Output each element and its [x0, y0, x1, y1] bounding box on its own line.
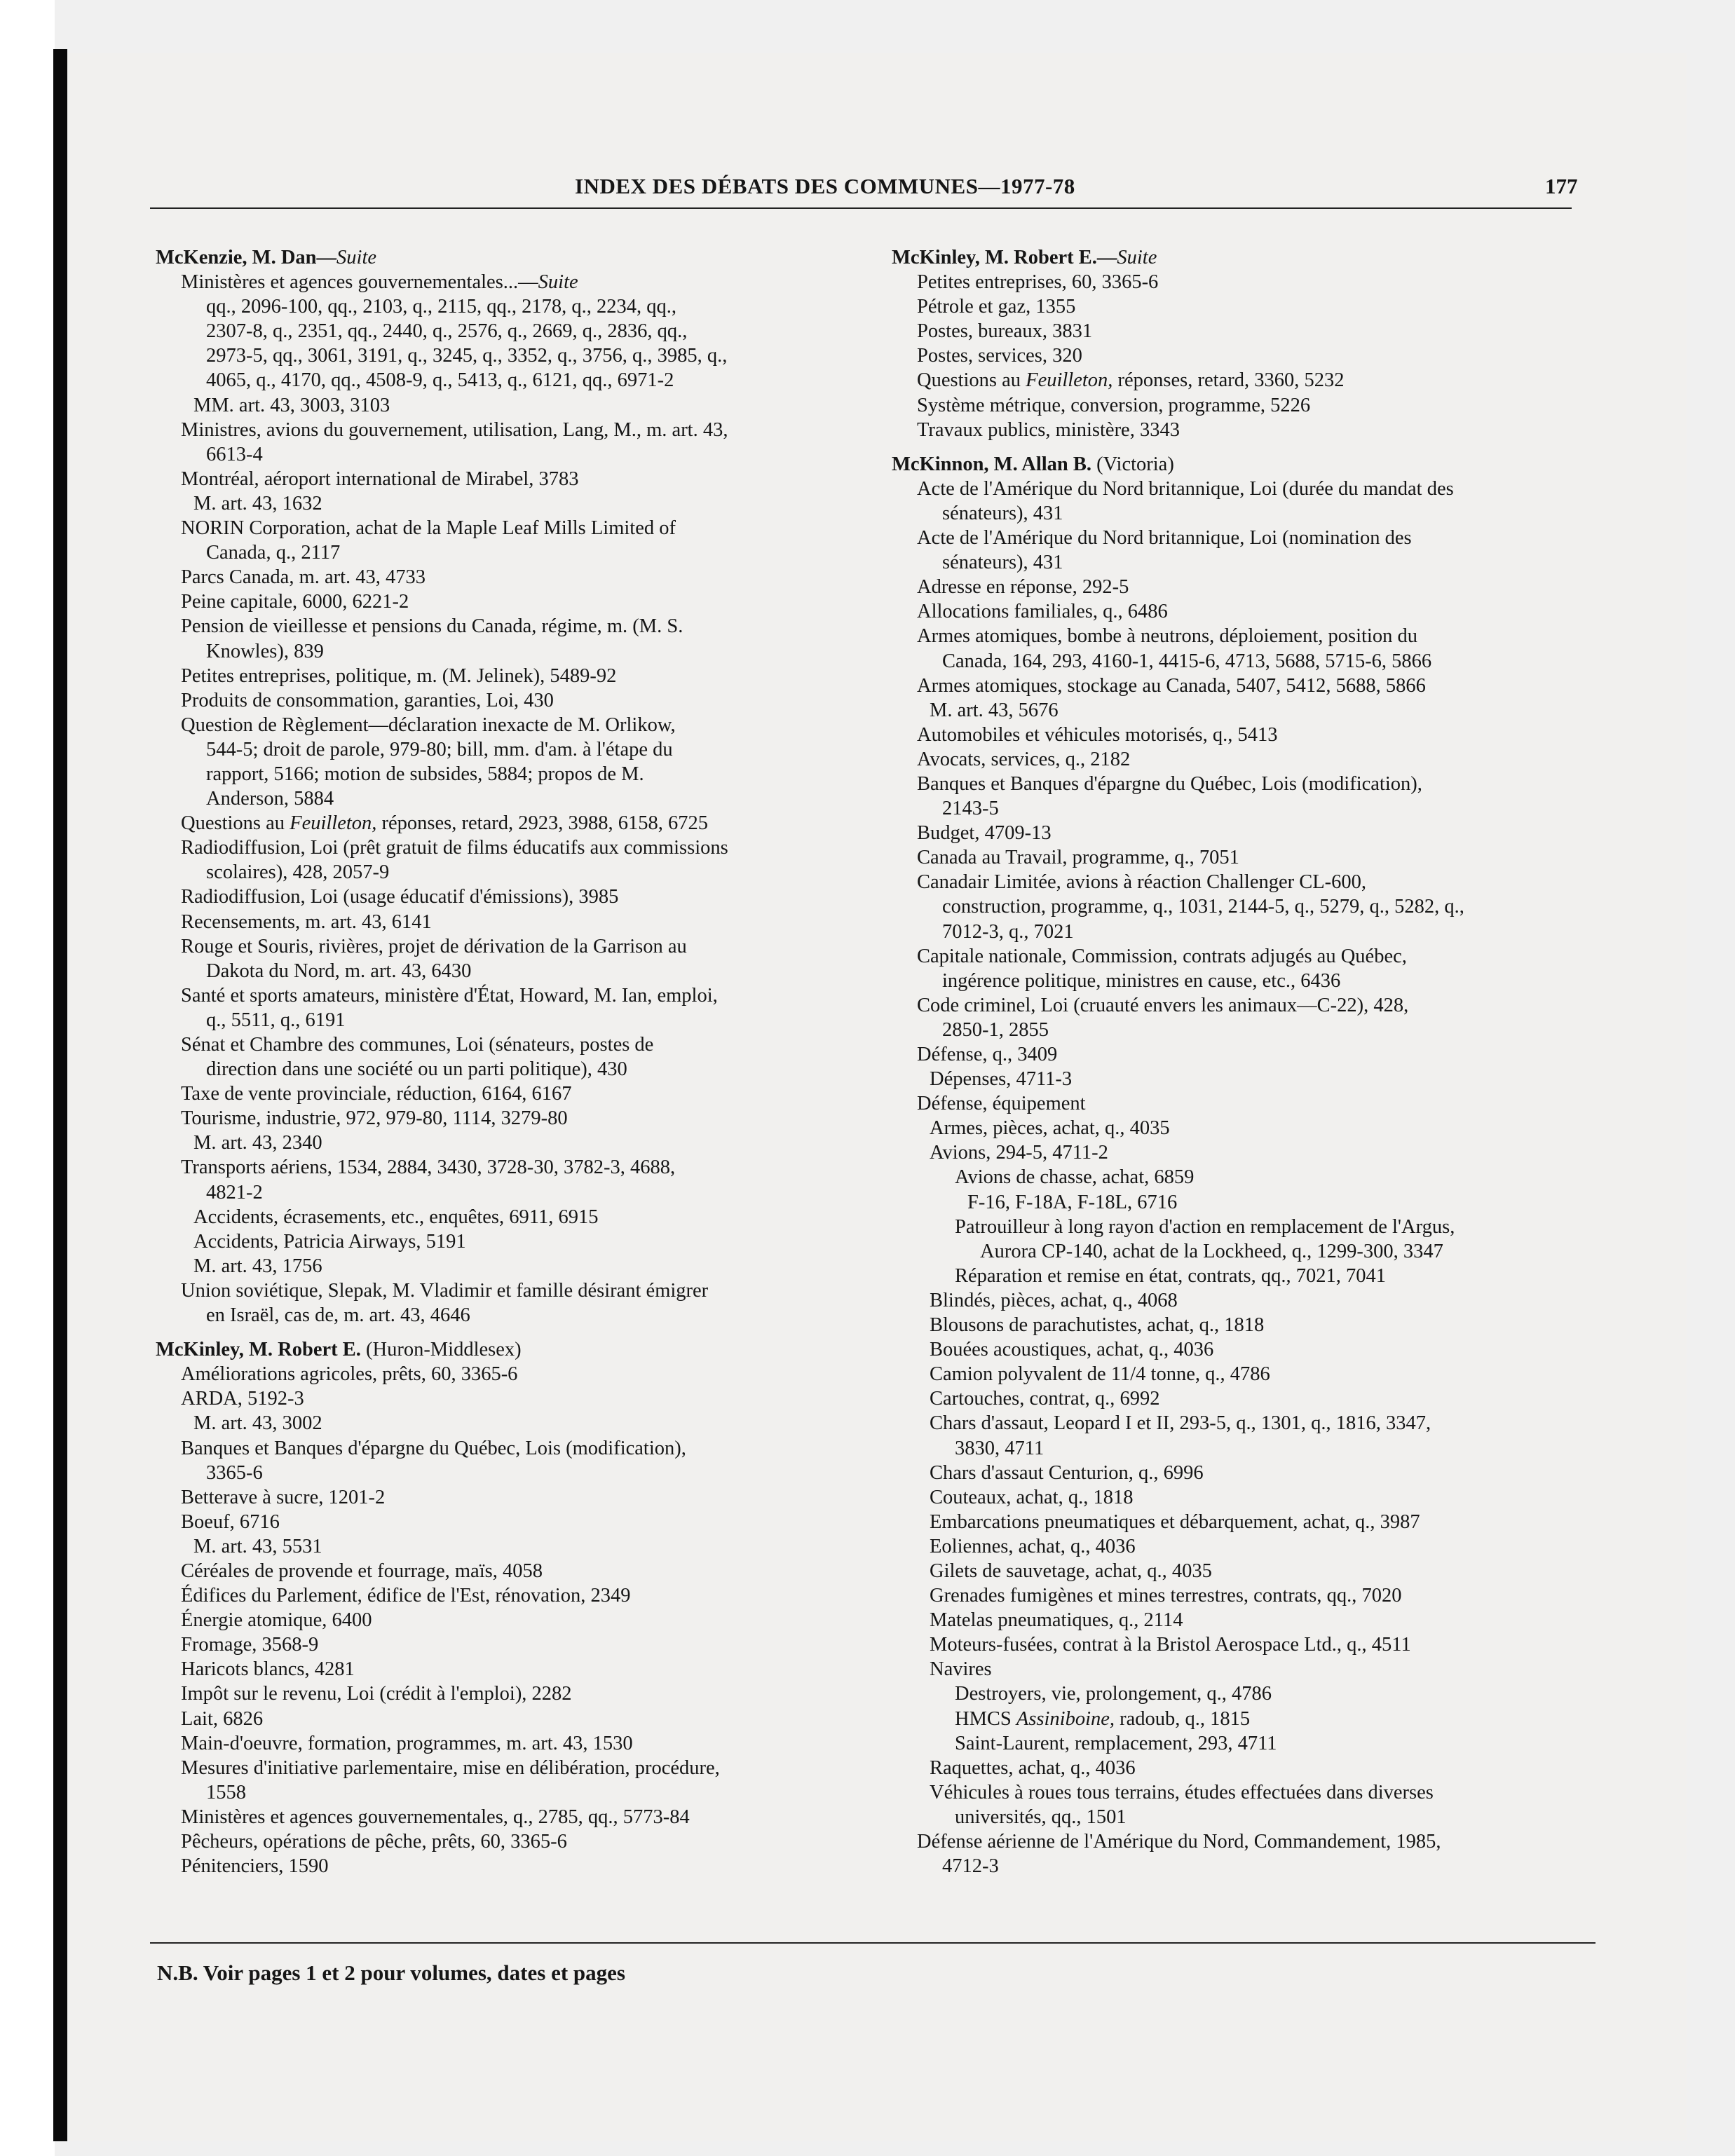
subentry-text: direction dans une société ou un parti politique), 430	[206, 1058, 627, 1081]
subentry-text: Avocats, services, q., 2182	[917, 748, 1131, 770]
subentry-text: Pénitenciers, 1590	[181, 1855, 329, 1878]
index-subentry-line	[892, 575, 1593, 599]
subentry-text: 2973-5, qq., 3061, 3191, q., 3245, q., 3352, q., 3756, q., 3985, q.,	[206, 345, 728, 367]
subentry-text: Dépenses, 4711-3	[930, 1068, 1073, 1091]
index-subentry-line	[892, 1215, 1593, 1239]
subentry-italic: Feuilleton,	[290, 812, 377, 835]
index-subentry-line	[892, 772, 1593, 796]
index-subentry-line	[892, 1559, 1593, 1583]
index-entry-heading	[156, 245, 857, 270]
entry-name: McKinley, M. Robert E.—	[892, 247, 1117, 268]
subentry-text: Avions, 294-5, 4711-2	[930, 1142, 1108, 1164]
subentry-text: Matelas pneumatiques, q., 2114	[930, 1609, 1183, 1632]
subentry-text: sénateurs), 431	[942, 502, 1063, 524]
subentry-text: Chars d'assaut, Leopard I et II, 293-5, q., 1301, q., 1816, 3347,	[930, 1412, 1431, 1435]
index-subentry-line	[892, 1264, 1593, 1288]
subentry-text: Radiodiffusion, Loi (usage éducatif d'émissions), 3985	[181, 886, 619, 908]
subentry-text: Canada, 164, 293, 4160-1, 4415-6, 4713, 5688, 5715-6, 5866	[942, 650, 1432, 672]
scan-margin	[0, 0, 55, 2156]
index-subentry-line	[156, 1008, 857, 1032]
index-entry-heading	[892, 245, 1593, 270]
index-subentry-line	[892, 698, 1593, 723]
subentry-text: Banques et Banques d'épargne du Québec, Lois (modification),	[181, 1437, 686, 1459]
index-subentry-line	[156, 565, 857, 589]
index-subentry-line	[892, 1780, 1593, 1805]
index-subentry-line	[156, 835, 857, 860]
index-entry-heading	[156, 1337, 857, 1362]
subentry-text: Postes, bureaux, 3831	[917, 320, 1093, 343]
index-subentry-line	[156, 343, 857, 368]
index-subentry-line	[892, 969, 1593, 993]
entry-suite: Suite	[336, 247, 377, 268]
index-column-left	[156, 245, 857, 1878]
subentry-text: Chars d'assaut Centurion, q., 6996	[930, 1461, 1204, 1484]
subentry-text: Armes, pièces, achat, q., 4035	[930, 1117, 1170, 1140]
subentry-text: Questions au	[917, 369, 1026, 392]
index-subentry-line	[892, 477, 1593, 501]
index-subentry-line	[892, 1707, 1593, 1731]
index-subentry-line	[156, 270, 857, 294]
subentry-text: Pêcheurs, opérations de pêche, prêts, 60, 3365-6	[181, 1831, 567, 1853]
subentry-text: 6613-4	[206, 443, 263, 465]
subentry-text: Améliorations agricoles, prêts, 60, 3365-6	[181, 1363, 518, 1386]
subentry-text: Travaux publics, ministère, 3343	[917, 418, 1180, 441]
index-subentry-line	[892, 393, 1593, 418]
index-subentry-line	[156, 1583, 857, 1608]
index-subentry-line	[892, 1756, 1593, 1780]
subentry-text: Tourisme, industrie, 972, 979-80, 1114, 3279-80	[181, 1107, 568, 1130]
subentry-text: M. art. 43, 5676	[930, 699, 1059, 721]
index-subentry-line	[892, 1042, 1593, 1067]
subentry-text: Mesures d'initiative parlementaire, mise en délibération, procédure,	[181, 1756, 720, 1779]
index-subentry-line	[156, 934, 857, 959]
subentry-text: Saint-Laurent, remplacement, 293, 4711	[955, 1732, 1277, 1754]
header-rule	[150, 207, 1572, 209]
index-subentry-line	[156, 1386, 857, 1411]
subentry-text: Cartouches, contrat, q., 6992	[930, 1388, 1160, 1410]
index-subentry-line	[156, 1362, 857, 1386]
subentry-text: Destroyers, vie, prolongement, q., 4786	[955, 1683, 1272, 1705]
index-subentry-line	[892, 1091, 1593, 1116]
subentry-text: Canada au Travail, programme, q., 7051	[917, 847, 1239, 869]
index-subentry-line	[892, 550, 1593, 575]
subentry-text: Adresse en réponse, 292-5	[917, 576, 1129, 599]
subentry-text: universités, qq., 1501	[955, 1806, 1127, 1828]
subentry-text: Union soviétique, Slepak, M. Vladimir et famille désirant émigrer	[181, 1279, 709, 1302]
index-subentry-line	[892, 1608, 1593, 1632]
index-subentry-line	[156, 516, 857, 540]
scan-binding-edge	[53, 49, 67, 2141]
index-subentry-line	[892, 343, 1593, 368]
entry-name: McKenzie, M. Dan—	[156, 247, 337, 268]
subentry-text: Accidents, Patricia Airways, 5191	[193, 1230, 466, 1253]
index-subentry-line	[156, 1229, 857, 1254]
subentry-text: M. art. 43, 1632	[193, 492, 322, 514]
index-subentry-line	[156, 1082, 857, 1106]
entry-name: McKinley, M. Robert E.	[156, 1339, 361, 1361]
subentry-text: Céréales de provende et fourrage, maïs, 4058	[181, 1560, 543, 1582]
index-subentry-line	[156, 1461, 857, 1485]
index-subentry-line	[156, 467, 857, 491]
index-subentry-line	[892, 1362, 1593, 1386]
subentry-text: Couteaux, achat, q., 1818	[930, 1486, 1134, 1508]
subentry-text: sénateurs), 431	[942, 552, 1063, 574]
subentry-text: M. art. 43, 2340	[193, 1132, 322, 1154]
index-subentry-line	[892, 1805, 1593, 1829]
entry-riding: (Huron-Middlesex)	[360, 1339, 522, 1361]
index-subentry-line	[156, 1180, 857, 1205]
subentry-text: Patrouilleur à long rayon d'action en remplacement de l'Argus,	[955, 1215, 1455, 1238]
index-entry-heading	[892, 452, 1593, 477]
page-number: 177	[1545, 174, 1578, 198]
subentry-text: Pension de vieillesse et pensions du Canada, régime, m. (M. S.	[181, 615, 683, 638]
index-subentry-line	[892, 1140, 1593, 1165]
index-subentry-line	[892, 1583, 1593, 1608]
index-subentry-line	[892, 418, 1593, 442]
subentry-text: en Israël, cas de, m. art. 43, 4646	[206, 1304, 470, 1327]
subentry-text: Ministères et agences gouvernementales, q., 2785, qq., 5773-84	[181, 1806, 690, 1828]
subentry-text: Armes atomiques, bombe à neutrons, déploiement, position du	[917, 625, 1417, 648]
index-column-right	[892, 245, 1593, 1878]
index-subentry-line	[156, 639, 857, 664]
index-subentry-line	[156, 1254, 857, 1278]
index-subentry-line	[156, 688, 857, 713]
index-subentry-line	[892, 1067, 1593, 1091]
index-subentry-line	[156, 1805, 857, 1829]
index-subentry-line	[156, 959, 857, 983]
index-subentry-line	[892, 747, 1593, 772]
index-subentry-line	[892, 1461, 1593, 1485]
index-subentry-line	[156, 1731, 857, 1756]
subentry-text-after: réponses, retard, 2923, 3988, 6158, 6725	[376, 812, 708, 835]
index-subentry-line	[892, 1534, 1593, 1559]
subentry-text: Défense, q., 3409	[917, 1044, 1058, 1065]
subentry-text: Transports aériens, 1534, 2884, 3430, 3728-30, 3782-3, 4688,	[181, 1157, 676, 1179]
subentry-text: Accidents, écrasements, etc., enquêtes, 6911, 6915	[193, 1206, 599, 1228]
index-subentry-line	[892, 796, 1593, 821]
subentry-text: qq., 2096-100, qq., 2103, q., 2115, qq., 2178, q., 2234, qq.,	[206, 296, 677, 318]
index-subentry-line	[156, 1608, 857, 1632]
subentry-text: Banques et Banques d'épargne du Québec, Lois (modification),	[917, 772, 1422, 795]
subentry-text: NORIN Corporation, achat de la Maple Leaf Mills Limited of	[181, 517, 676, 540]
index-subentry-line	[156, 540, 857, 565]
subentry-text: Produits de consommation, garanties, Loi, 430	[181, 689, 554, 711]
index-subentry-line	[892, 1116, 1593, 1140]
index-subentry-line	[156, 885, 857, 909]
subentry-text: Betterave à sucre, 1201-2	[181, 1486, 386, 1508]
subentry-italic: Assiniboine,	[1016, 1707, 1115, 1730]
index-subentry-line	[892, 674, 1593, 698]
footer-note: N.B. Voir pages 1 et 2 pour volumes, dates et pages	[157, 1960, 625, 1985]
subentry-text: Boeuf, 6716	[181, 1510, 280, 1533]
index-subentry-line	[892, 1239, 1593, 1264]
page-header-title: INDEX DES DÉBATS DES COMMUNES—1977-78	[575, 174, 1075, 198]
index-subentry-line	[156, 1632, 857, 1657]
index-subentry-line	[156, 1057, 857, 1082]
index-subentry-line	[892, 1632, 1593, 1657]
index-subentry-line	[156, 368, 857, 393]
subentry-text: Main-d'oeuvre, formation, programmes, m. art. 43, 1530	[181, 1732, 633, 1754]
subentry-text: Sénat et Chambre des communes, Loi (sénateurs, postes de	[181, 1034, 654, 1056]
subentry-text: 2850-1, 2855	[942, 1018, 1049, 1041]
index-subentry-line	[892, 649, 1593, 674]
index-subentry-line	[156, 1829, 857, 1854]
index-subentry-line	[156, 1411, 857, 1435]
subentry-text: Questions au	[181, 812, 290, 835]
subentry-text: Embarcations pneumatiques et débarquement, achat, q., 3987	[930, 1510, 1420, 1533]
subentry-text: Radiodiffusion, Loi (prêt gratuit de films éducatifs aux commissions	[181, 837, 728, 859]
subentry-text: Canadair Limitée, avions à réaction Challenger CL-600,	[917, 871, 1367, 894]
index-subentry-line	[892, 1337, 1593, 1362]
index-subentry-line	[892, 1731, 1593, 1756]
index-subentry-line	[156, 786, 857, 811]
index-subentry-line	[156, 1854, 857, 1878]
subentry-text: Santé et sports amateurs, ministère d'État, Howard, M. Ian, emploi,	[181, 984, 718, 1007]
subentry-text: Pétrole et gaz, 1355	[917, 296, 1076, 318]
index-subentry-line	[156, 1032, 857, 1057]
index-subentry-line	[892, 624, 1593, 648]
subentry-text: scolaires), 428, 2057-9	[206, 861, 390, 884]
index-subentry-line	[892, 1436, 1593, 1461]
index-subentry-line	[156, 762, 857, 786]
entry-suite: Suite	[1117, 247, 1157, 268]
subentry-text: Défense aérienne de l'Amérique du Nord, Commandement, 1985,	[917, 1831, 1441, 1853]
index-subentry-line	[156, 1155, 857, 1180]
subentry-text: Petites entreprises, politique, m. (M. Jelinek), 5489-92	[181, 664, 617, 687]
index-subentry-line	[156, 860, 857, 885]
index-subentry-line	[156, 910, 857, 934]
index-subentry-line	[892, 270, 1593, 294]
index-subentry-line	[892, 501, 1593, 526]
index-subentry-line	[892, 920, 1593, 944]
index-subentry-line	[892, 993, 1593, 1018]
subentry-text: Édifices du Parlement, édifice de l'Est, rénovation, 2349	[181, 1585, 631, 1607]
index-subentry-line	[892, 1657, 1593, 1681]
subentry-text: Impôt sur le revenu, Loi (crédit à l'emploi), 2282	[181, 1683, 572, 1705]
subentry-text: ingérence politique, ministres en cause, etc., 6436	[942, 969, 1341, 992]
index-subentry-line	[892, 1681, 1593, 1706]
index-subentry-line	[156, 418, 857, 442]
subentry-text: q., 5511, q., 6191	[206, 1009, 346, 1031]
index-subentry-line	[156, 1106, 857, 1131]
index-subentry-line	[156, 1510, 857, 1534]
index-subentry-line	[892, 723, 1593, 747]
index-subentry-line	[156, 319, 857, 343]
subentry-text: Moteurs-fusées, contrat à la Bristol Aerospace Ltd., q., 4511	[930, 1634, 1411, 1656]
index-subentry-line	[156, 393, 857, 418]
index-subentry-line	[156, 1756, 857, 1780]
subentry-text: Rouge et Souris, rivières, projet de dérivation de la Garrison au	[181, 935, 687, 957]
subentry-text: M. art. 43, 3002	[193, 1412, 322, 1435]
subentry-text: Navires	[930, 1658, 992, 1681]
entry-name: McKinnon, M. Allan B.	[892, 453, 1092, 475]
subentry-text: Allocations familiales, q., 6486	[917, 601, 1168, 623]
index-subentry-line	[156, 1559, 857, 1583]
index-subentry-line	[156, 1681, 857, 1706]
subentry-text: Armes atomiques, stockage au Canada, 5407, 5412, 5688, 5866	[917, 674, 1426, 697]
subentry-text: Question de Règlement—déclaration inexacte de M. Orlikow,	[181, 714, 676, 736]
index-subentry-line	[892, 599, 1593, 624]
subentry-text: 4712-3	[942, 1855, 999, 1878]
index-subentry-line	[892, 1854, 1593, 1878]
index-subentry-line	[892, 1510, 1593, 1534]
subentry-text: Système métrique, conversion, programme, 5226	[917, 394, 1311, 416]
index-subentry-line	[156, 442, 857, 467]
subentry-text: 4821-2	[206, 1181, 263, 1203]
subentry-text-after: réponses, retard, 3360, 5232	[1113, 369, 1345, 392]
subentry-text: Automobiles et véhicules motorisés, q., 5413	[917, 723, 1278, 746]
index-subentry-line	[156, 1657, 857, 1681]
index-subentry-line	[892, 1190, 1593, 1215]
index-subentry-line	[892, 1829, 1593, 1854]
subentry-text: Blousons de parachutistes, achat, q., 1818	[930, 1314, 1265, 1337]
subentry-text: 4065, q., 4170, qq., 4508-9, q., 5413, q., 6121, qq., 6971-2	[206, 369, 674, 392]
index-subentry-line	[156, 614, 857, 639]
index-subentry-line	[156, 1131, 857, 1155]
index-subentry-line	[156, 294, 857, 319]
subentry-text: Véhicules à roues tous terrains, études effectuées dans diverses	[930, 1781, 1434, 1803]
footer-rule	[150, 1942, 1595, 1944]
subentry-text: Dakota du Nord, m. art. 43, 6430	[206, 960, 472, 982]
index-subentry-line	[892, 294, 1593, 319]
index-subentry-line	[156, 1205, 857, 1229]
subentry-text: 7012-3, q., 7021	[942, 920, 1074, 943]
subentry-text: ARDA, 5192-3	[181, 1388, 304, 1410]
subentry-text: Bouées acoustiques, achat, q., 4036	[930, 1339, 1214, 1361]
subentry-text: Parcs Canada, m. art. 43, 4733	[181, 566, 426, 589]
index-subentry-line	[156, 589, 857, 614]
index-subentry-line	[156, 1485, 857, 1510]
subentry-text: Postes, services, 320	[917, 345, 1082, 367]
index-subentry-line	[892, 1165, 1593, 1189]
subentry-text: F-16, F-18A, F-18L, 6716	[967, 1191, 1178, 1213]
subentry-text: Budget, 4709-13	[917, 822, 1052, 845]
subentry-text: HMCS	[955, 1707, 1016, 1730]
subentry-italic: Suite	[538, 271, 578, 294]
index-subentry-line	[892, 870, 1593, 894]
subentry-text: Avions de chasse, achat, 6859	[955, 1166, 1195, 1189]
subentry-text: 2307-8, q., 2351, qq., 2440, q., 2576, q., 2669, q., 2836, qq.,	[206, 320, 688, 343]
subentry-text: Réparation et remise en état, contrats, qq., 7021, 7041	[955, 1264, 1386, 1287]
index-subentry-line	[892, 526, 1593, 550]
subentry-text: Code criminel, Loi (cruauté envers les animaux—C-22), 428,	[917, 994, 1409, 1016]
subentry-text: rapport, 5166; motion de subsides, 5884; propos de M.	[206, 763, 644, 785]
subentry-text: Grenades fumigènes et mines terrestres, contrats, qq., 7020	[930, 1585, 1402, 1607]
index-subentry-line	[156, 664, 857, 688]
subentry-text: Petites entreprises, 60, 3365-6	[917, 271, 1159, 294]
index-subentry-line	[892, 1018, 1593, 1042]
index-subentry-line	[892, 894, 1593, 919]
subentry-text: Blindés, pièces, achat, q., 4068	[930, 1289, 1178, 1311]
index-subentry-line	[156, 1278, 857, 1303]
subentry-text: Haricots blancs, 4281	[181, 1658, 355, 1681]
subentry-text: Knowles), 839	[206, 640, 324, 662]
subentry-italic: Feuilleton,	[1026, 369, 1113, 392]
subentry-text: construction, programme, q., 1031, 2144-5, q., 5279, q., 5282, q.,	[942, 896, 1464, 918]
subentry-text: Acte de l'Amérique du Nord britannique, Loi (nomination des	[917, 527, 1412, 550]
subentry-text: 3365-6	[206, 1461, 263, 1484]
subentry-text: Capitale nationale, Commission, contrats adjugés au Québec,	[917, 945, 1407, 967]
subentry-text: Lait, 6826	[181, 1707, 264, 1730]
index-subentry-line	[156, 491, 857, 516]
subentry-text: 1558	[206, 1781, 246, 1803]
index-subentry-line	[156, 983, 857, 1008]
index-subentry-line	[892, 1485, 1593, 1510]
subentry-text: Gilets de sauvetage, achat, q., 4035	[930, 1560, 1212, 1582]
subentry-text: Montréal, aéroport international de Mirabel, 3783	[181, 468, 579, 490]
index-subentry-line	[892, 1288, 1593, 1313]
entry-riding: (Victoria)	[1091, 453, 1174, 475]
index-subentry-line	[156, 737, 857, 762]
subentry-text: MM. art. 43, 3003, 3103	[193, 394, 390, 416]
index-subentry-line	[892, 1411, 1593, 1435]
subentry-text: 544-5; droit de parole, 979-80; bill, mm. d'am. à l'étape du	[206, 738, 673, 760]
subentry-text: 3830, 4711	[955, 1437, 1045, 1459]
subentry-text: 2143-5	[942, 798, 999, 820]
subentry-text: Raquettes, achat, q., 4036	[930, 1756, 1136, 1779]
subentry-text: Fromage, 3568-9	[181, 1634, 319, 1656]
subentry-text: Eoliennes, achat, q., 4036	[930, 1535, 1136, 1557]
index-subentry-line	[156, 1303, 857, 1328]
index-subentry-line	[156, 1534, 857, 1559]
index-subentry-line	[892, 319, 1593, 343]
index-subentry-line	[156, 811, 857, 835]
subentry-text: Aurora CP-140, achat de la Lockheed, q., 1299-300, 3347	[980, 1240, 1443, 1262]
subentry-text: M. art. 43, 5531	[193, 1535, 322, 1557]
index-subentry-line	[156, 713, 857, 737]
subentry-text: M. art. 43, 1756	[193, 1255, 322, 1277]
subentry-text: Peine capitale, 6000, 6221-2	[181, 591, 409, 613]
subentry-text: Ministres, avions du gouvernement, utilisation, Lang, M., m. art. 43,	[181, 418, 728, 441]
index-subentry-line	[892, 368, 1593, 393]
index-subentry-line	[892, 821, 1593, 845]
index-subentry-line	[156, 1436, 857, 1461]
index-subentry-line	[892, 1313, 1593, 1337]
subentry-text: Canada, q., 2117	[206, 542, 341, 564]
index-subentry-line	[892, 1386, 1593, 1411]
subentry-text: Ministères et agences gouvernementales...—	[181, 271, 538, 294]
index-subentry-line	[892, 845, 1593, 870]
subentry-text: Recensements, m. art. 43, 6141	[181, 910, 432, 933]
subentry-text: Acte de l'Amérique du Nord britannique, Loi (durée du mandat des	[917, 477, 1454, 500]
subentry-text: Taxe de vente provinciale, réduction, 6164, 6167	[181, 1083, 572, 1105]
subentry-text: Camion polyvalent de 11/4 tonne, q., 4786	[930, 1363, 1270, 1386]
subentry-text: Anderson, 5884	[206, 788, 334, 810]
subentry-text-after: radoub, q., 1815	[1115, 1707, 1251, 1730]
subentry-text: Énergie atomique, 6400	[181, 1609, 372, 1632]
index-subentry-line	[156, 1780, 857, 1805]
index-subentry-line	[156, 1707, 857, 1731]
subentry-text: Défense, équipement	[917, 1093, 1086, 1115]
index-subentry-line	[892, 944, 1593, 969]
